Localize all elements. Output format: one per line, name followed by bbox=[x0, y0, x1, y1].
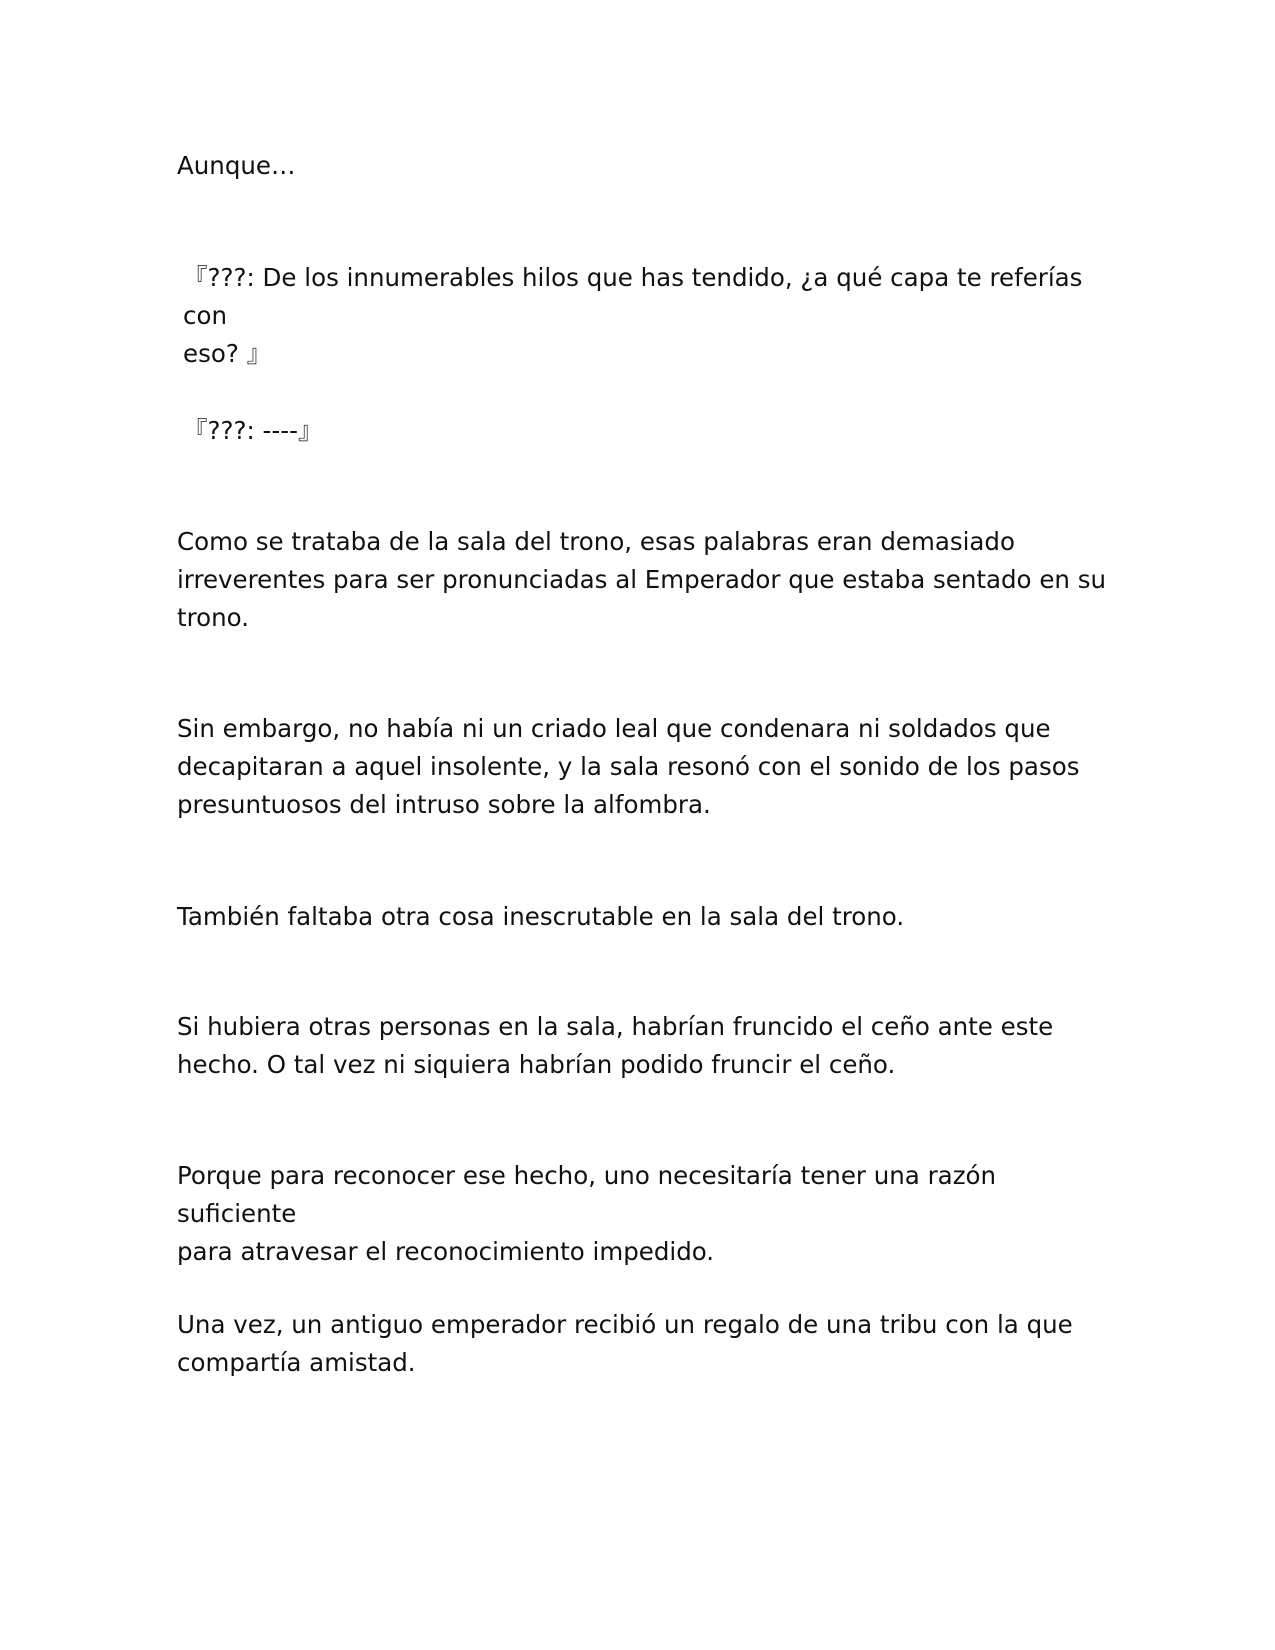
paragraph-3: Sin embargo, no había ni un criado leal que condenara ni soldados que decapitaran a aquel insolente, y la sala resonó con el sonido de los pasos presuntuosos del intruso sobre la alfombra. bbox=[177, 714, 1080, 819]
paragraph-2: Como se trataba de la sala del trono, esas palabras eran demasiado irreverentes para ser pronunciadas al Emperador que estaba sentado en su trono. bbox=[177, 527, 1107, 632]
dialogue-paragraph-1: 『???: De los innumerables hilos que has tendido, ¿a qué capa te referías con eso? 』 bbox=[183, 263, 1083, 368]
paragraph-7: Una vez, un antiguo emperador recibió un regalo de una tribu con la que compartía amistad. bbox=[177, 1310, 1073, 1377]
paragraph-6: Porque para reconocer ese hecho, uno necesitaría tener una razón suficiente para atravesar el reconocimiento impedido. bbox=[177, 1161, 997, 1266]
paragraph-4: También faltaba otra cosa inescrutable en la sala del trono. bbox=[177, 902, 905, 931]
paragraph-5: Si hubiera otras personas en la sala, habrían fruncido el ceño ante este hecho. O tal vez ni siquiera habrían podido fruncir el ceño. bbox=[177, 1012, 1054, 1079]
dialogue-paragraph-2: 『???: ----』 bbox=[183, 416, 323, 445]
paragraph-1: Aunque… bbox=[177, 151, 296, 180]
